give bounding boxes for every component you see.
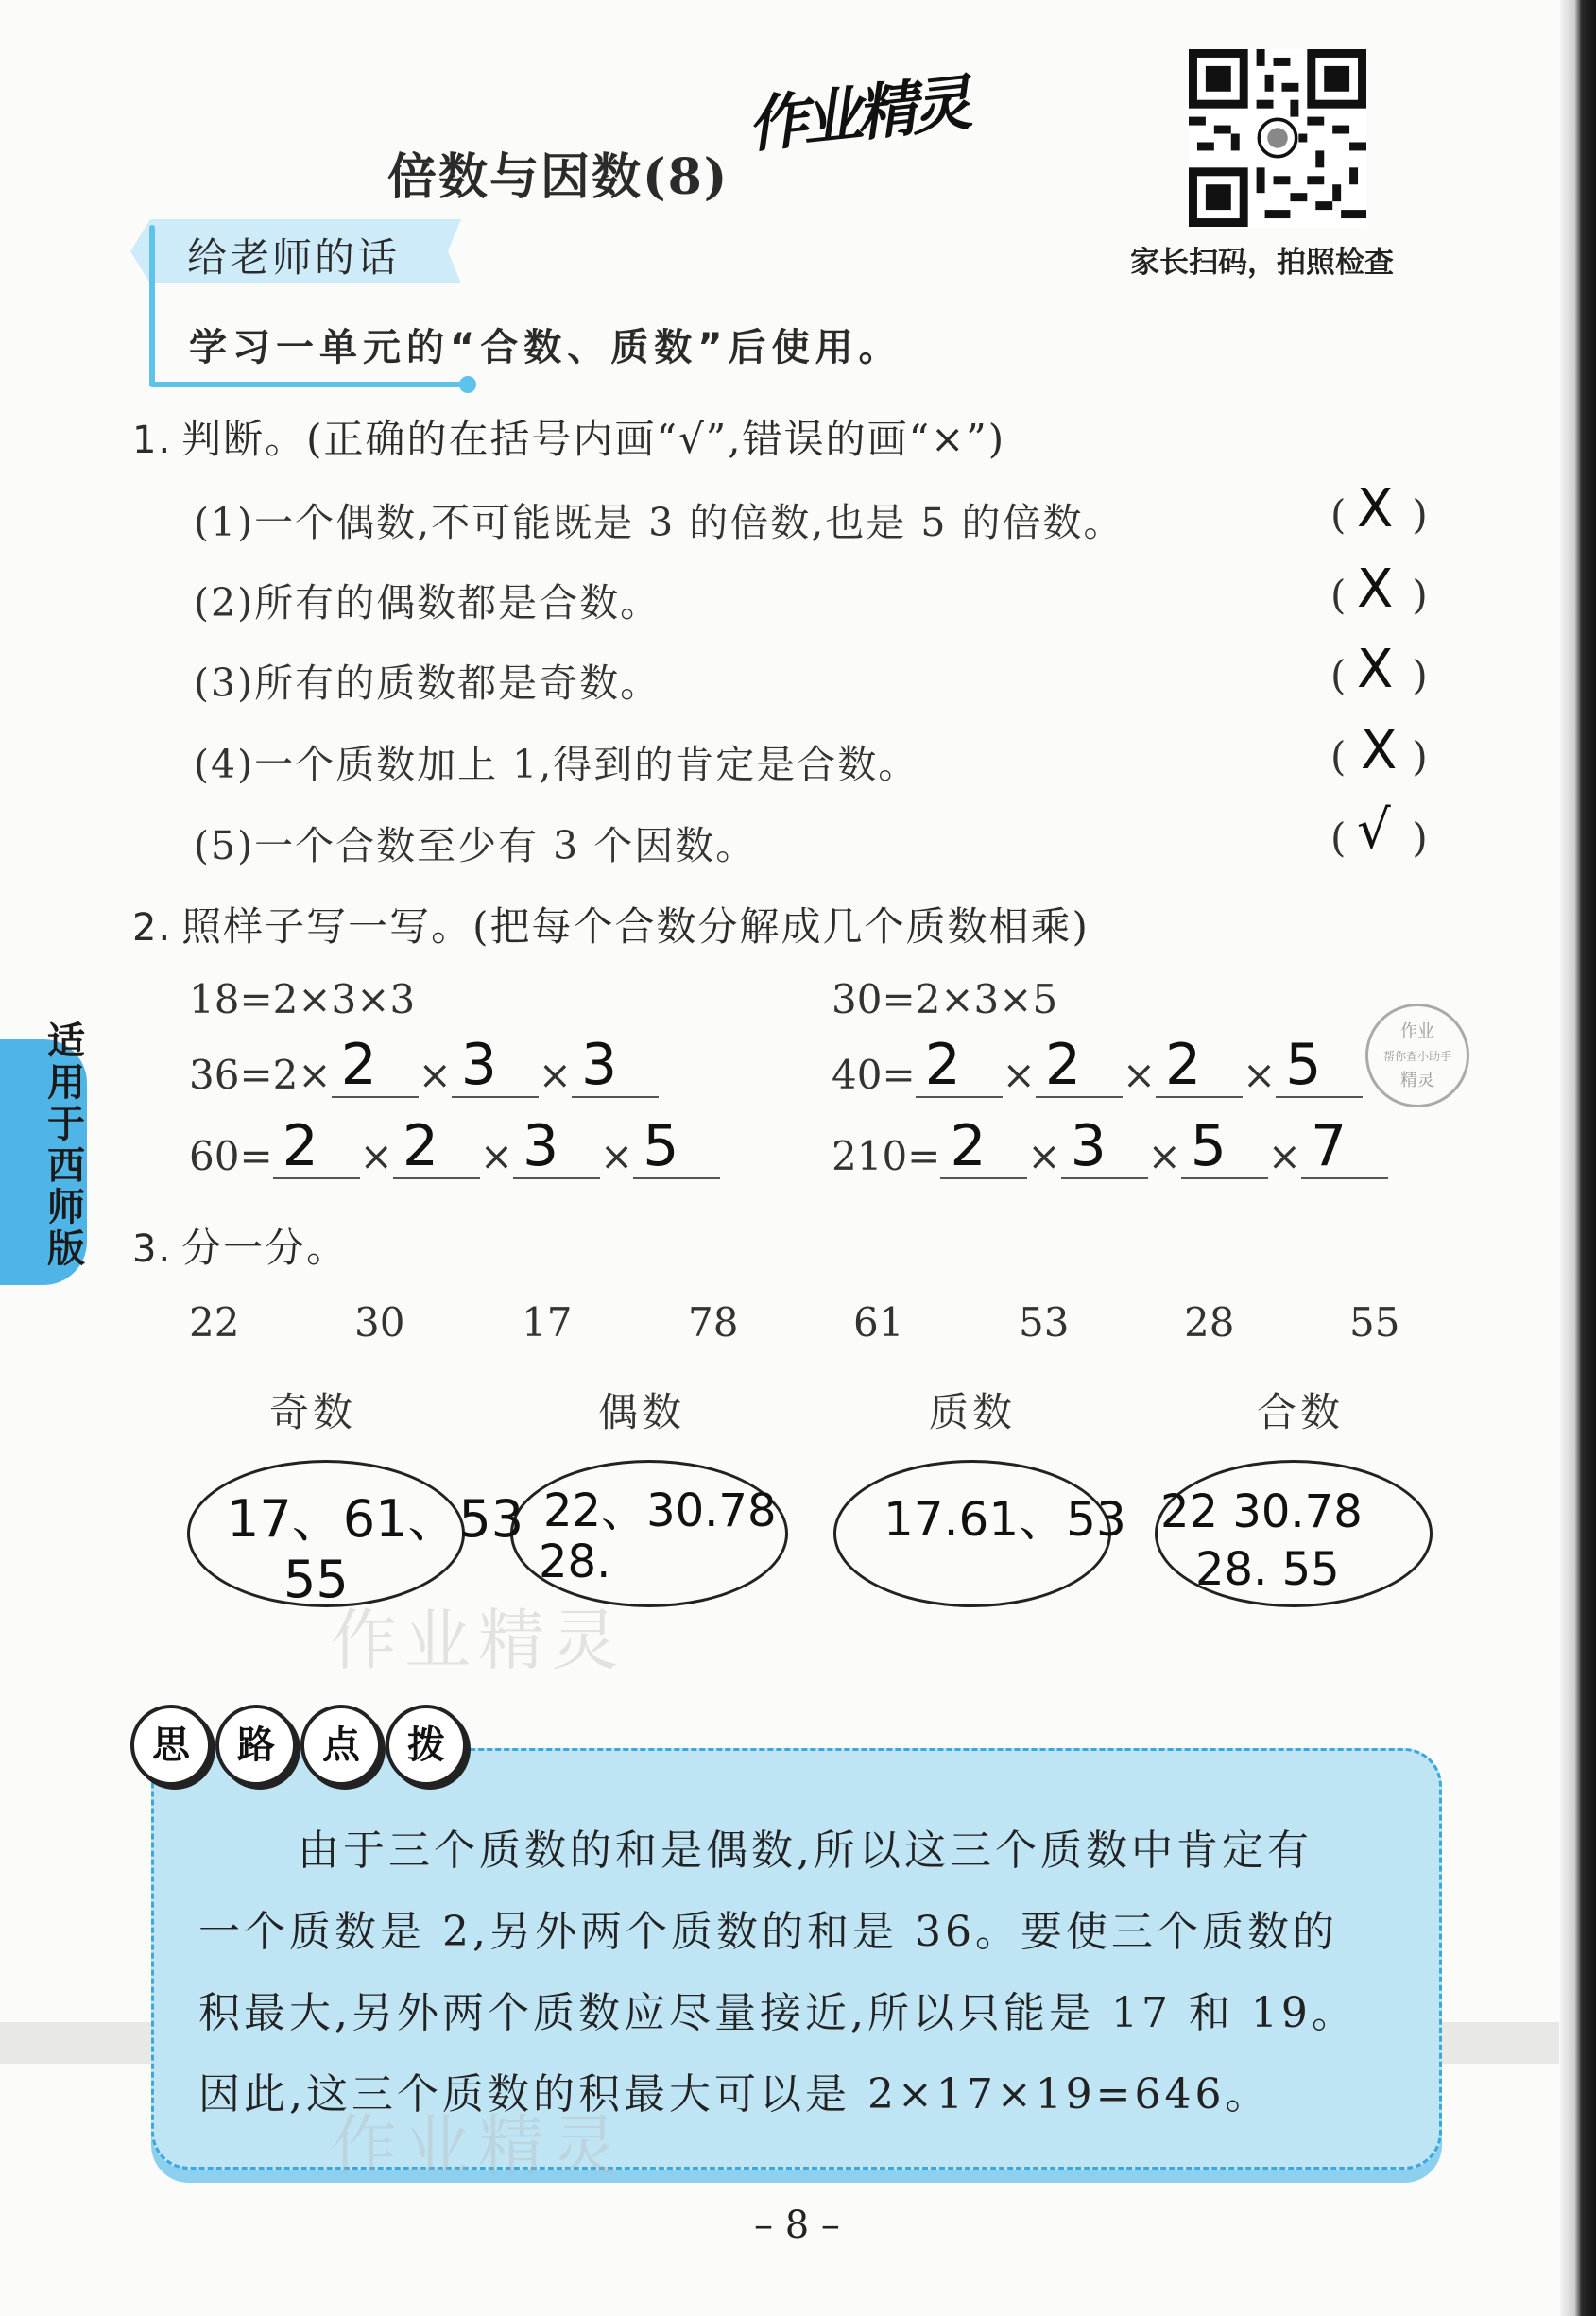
q3-number: 3.	[132, 1227, 173, 1271]
q3-prompt: 分一分。	[181, 1225, 349, 1271]
qr-caption: 家长扫码，拍照检查	[1130, 246, 1394, 280]
q3-number-17: 17	[522, 1299, 573, 1346]
q1-answer-1: X	[1357, 478, 1394, 540]
q1-answer-box-4[interactable]: ( )	[1330, 733, 1428, 780]
qr-code-icon[interactable]	[1189, 49, 1366, 227]
q2-blank[interactable]: 5	[633, 1130, 720, 1179]
teacher-note-tag-label: 给老师的话	[187, 234, 401, 281]
q1-answer-3: X	[1357, 639, 1394, 700]
q3-number-30: 30	[354, 1299, 405, 1346]
answer-composite-line1: 22 30.78	[1160, 1485, 1363, 1538]
q1-item-2: (2)所有的偶数都是合数。	[194, 580, 661, 626]
watermark-text: 作业精灵	[331, 1602, 626, 1679]
q2-blank[interactable]: 2	[393, 1130, 480, 1179]
q2-example-left: 18=2×3×3	[189, 976, 416, 1022]
q2-number: 2.	[132, 906, 173, 950]
watermark-text-2: 作业精灵	[331, 2107, 626, 2185]
q2-blank[interactable]: 3	[513, 1130, 600, 1179]
q1-answer-box-2[interactable]: ( )	[1330, 572, 1428, 618]
q1-answer-box-3[interactable]: ( )	[1330, 652, 1428, 698]
q1-answer-box-5[interactable]: ( )	[1330, 815, 1428, 861]
q2-blank[interactable]: 2	[940, 1130, 1027, 1179]
note-dot	[459, 376, 476, 393]
q1-answer-5: √	[1357, 799, 1391, 861]
hint-char-1: 思	[130, 1705, 212, 1786]
q2-blank[interactable]: 3	[1061, 1130, 1148, 1179]
q3-number-22: 22	[189, 1299, 240, 1346]
q2-blank[interactable]: 3	[452, 1049, 539, 1098]
q2-row1-right: 40= 2 × 2 × 2 × 5	[832, 1049, 1363, 1098]
note-bracket	[149, 225, 155, 386]
scan-edge	[1560, 0, 1596, 2316]
q3-number-55: 55	[1349, 1299, 1400, 1346]
page-title: 倍数与因数(8)	[387, 148, 729, 206]
hint-line-1: 由于三个质数的和是偶数,所以这三个质数中肯定有	[298, 1827, 1313, 1875]
q1-item-3: (3)所有的质数都是奇数。	[194, 660, 661, 706]
hint-char-3: 点	[300, 1705, 382, 1786]
answer-even-line2: 28.	[539, 1535, 611, 1588]
q3-number-78: 78	[688, 1299, 739, 1346]
answer-even-line1: 22、30.78	[543, 1484, 777, 1537]
q1-number: 1.	[132, 419, 173, 462]
q3-heading	[132, 1217, 348, 1274]
hint-line-3: 积最大,另外两个质数应尽量接近,所以只能是 17 和 19。	[198, 1989, 1357, 2037]
q2-example-right: 30=2×3×5	[832, 976, 1058, 1022]
handwritten-signature: 作业精灵	[744, 69, 970, 162]
category-even-label: 偶数	[598, 1389, 686, 1435]
edition-label: 适用于西师版	[47, 1020, 85, 1271]
q2-prompt: 照样子写一写。(把每个合数分解成几个质数相乘)	[181, 903, 1090, 950]
q1-answer-box-1[interactable]: ( )	[1330, 491, 1428, 538]
q2-blank[interactable]: 7	[1301, 1130, 1388, 1179]
category-odd-label: 奇数	[269, 1389, 357, 1435]
q2-blank[interactable]: 2	[1036, 1049, 1123, 1098]
hint-char-2: 路	[215, 1705, 297, 1786]
q2-blank[interactable]: 2	[916, 1049, 1003, 1098]
q2-blank[interactable]: 5	[1181, 1130, 1268, 1179]
q3-number-53: 53	[1019, 1299, 1070, 1346]
answer-prime-line1: 17.61、53	[884, 1492, 1126, 1547]
q1-item-1: (1)一个偶数,不可能既是 3 的倍数,也是 5 的倍数。	[194, 500, 1124, 545]
hint-char-4: 拨	[386, 1705, 467, 1786]
q2-blank[interactable]: 2	[332, 1049, 419, 1098]
hint-line-4: 因此,这三个质数的积最大可以是 2×17×19=646。	[198, 2070, 1271, 2119]
q2-heading	[132, 896, 1090, 952]
q2-blank[interactable]: 5	[1276, 1049, 1363, 1098]
watermark-stamp: 作业 帮你查小助手 精灵	[1365, 1004, 1469, 1107]
teacher-note-text: 学习一单元的“合数、质数”后使用。	[189, 326, 902, 369]
note-underline	[149, 382, 469, 387]
answer-composite-line2: 28. 55	[1195, 1543, 1340, 1596]
q1-item-5: (5)一个合数至少有 3 个因数。	[194, 823, 757, 868]
answer-odd-line2: 55	[283, 1550, 349, 1609]
category-prime-label: 质数	[929, 1389, 1017, 1435]
q1-heading	[132, 408, 1005, 465]
q1-answer-2: X	[1357, 558, 1394, 620]
q2-blank[interactable]: 3	[572, 1049, 659, 1098]
q2-blank[interactable]: 2	[1156, 1049, 1243, 1098]
q1-prompt: 判断。(正确的在括号内画“√”,错误的画“×”)	[181, 416, 1006, 462]
category-composite-label: 合数	[1257, 1389, 1345, 1435]
q3-number-28: 28	[1184, 1299, 1235, 1346]
q1-answer-4: X	[1361, 720, 1398, 781]
hint-line-2: 一个质数是 2,另外两个质数的和是 36。要使三个质数的	[198, 1908, 1338, 1956]
q2-row2-right: 210= 2 × 3 × 5 × 7	[832, 1130, 1388, 1179]
q2-row1-left: 36=2× 2 × 3 × 3	[189, 1049, 659, 1098]
q3-number-61: 61	[853, 1299, 904, 1346]
q2-blank[interactable]: 2	[273, 1130, 360, 1179]
q2-row2-left: 60= 2 × 2 × 3 × 5	[189, 1130, 720, 1179]
q1-item-4: (4)一个质数加上 1,得到的肯定是合数。	[194, 742, 919, 787]
page-number: – 8 –	[754, 2204, 840, 2247]
answer-odd-line1: 17、61、53	[227, 1489, 524, 1549]
